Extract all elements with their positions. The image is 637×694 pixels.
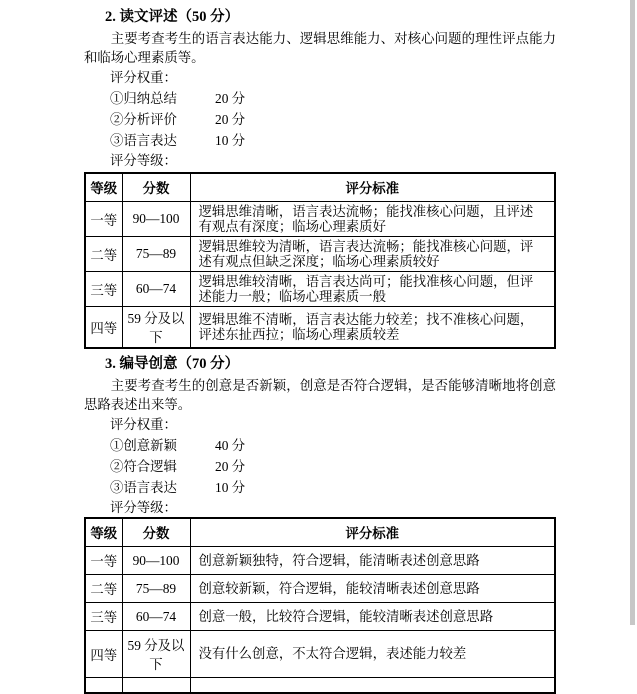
weight-label: ③语言表达 xyxy=(110,133,177,148)
score-cell: 59 分及以下 xyxy=(122,631,190,678)
score-cell: 75—89 xyxy=(122,237,190,272)
weights-label: 评分权重： xyxy=(110,417,177,432)
document-content xyxy=(84,0,556,694)
weight-value: 40 分 xyxy=(215,438,246,453)
score-cell: 90—100 xyxy=(122,547,190,575)
grade-cell: 三等 xyxy=(85,272,122,307)
criteria-cell: 没有什么创意，不太符合逻辑，表述能力较差 xyxy=(190,631,555,678)
grade-cell: 四等 xyxy=(85,631,122,678)
weight-item xyxy=(110,88,556,109)
weight-value: 20 分 xyxy=(215,91,246,106)
table-row xyxy=(85,603,555,631)
score-cell xyxy=(122,678,190,694)
grade-cell: 四等 xyxy=(85,307,122,349)
table-header-cell: 评分标准 xyxy=(190,518,555,547)
grade-cell: 二等 xyxy=(85,237,122,272)
grade-cell: 一等 xyxy=(85,547,122,575)
score-cell: 75—89 xyxy=(122,575,190,603)
score-cell: 60—74 xyxy=(122,272,190,307)
table-row xyxy=(85,272,555,307)
section-intro: 主要考查考生的创意是否新颖，创意是否符合逻辑，是否能够清晰地将创意思路表述出来等。 xyxy=(84,378,556,412)
weight-label: ①创意新颖 xyxy=(110,438,177,453)
score-cell: 90—100 xyxy=(122,202,190,237)
table-row xyxy=(85,631,555,678)
weight-item xyxy=(110,109,556,130)
table-header-cell: 分数 xyxy=(122,518,190,547)
grades-label: 评分等级： xyxy=(110,500,177,515)
grades-label: 评分等级： xyxy=(110,153,177,168)
weight-item xyxy=(110,477,556,498)
weight-item xyxy=(110,456,556,477)
table-header-cell: 等级 xyxy=(85,173,122,202)
weight-value: 10 分 xyxy=(215,480,246,495)
section-intro: 主要考查考生的语言表达能力、逻辑思维能力、对核心问题的理性评点能力和临场心理素质等。 xyxy=(84,31,556,65)
criteria-cell: 逻辑思维较清晰，语言表达尚可；能找准核心问题，但评述能力一般；临场心理素质一般 xyxy=(190,272,555,307)
table-header-cell: 等级 xyxy=(85,518,122,547)
page-edge-strip xyxy=(630,0,635,625)
weight-item xyxy=(110,130,556,151)
table-row xyxy=(85,237,555,272)
weight-label: ③语言表达 xyxy=(110,480,177,495)
grade-cell xyxy=(85,678,122,694)
table-header-cell: 评分标准 xyxy=(190,173,555,202)
section-heading: 3. 编导创意（70 分） xyxy=(105,356,240,372)
criteria-cell: 创意新颖独特，符合逻辑，能清晰表述创意思路 xyxy=(190,547,555,575)
weight-value: 10 分 xyxy=(215,133,246,148)
weight-label: ②分析评价 xyxy=(110,112,177,127)
weight-label: ②符合逻辑 xyxy=(110,459,177,474)
weight-label: ①归纳总结 xyxy=(110,91,177,106)
criteria-cell: 逻辑思维较为清晰，语言表达流畅；能找准核心问题，评述有观点但缺乏深度；临场心理素质较好 xyxy=(190,237,555,272)
section-heading: 2. 读文评述（50 分） xyxy=(105,9,240,25)
table-header-row xyxy=(85,173,555,202)
criteria-cell: 创意较新颖，符合逻辑，能较清晰表述创意思路 xyxy=(190,575,555,603)
rubric-table-1 xyxy=(84,172,556,349)
score-cell: 60—74 xyxy=(122,603,190,631)
weight-value: 20 分 xyxy=(215,459,246,474)
table-row xyxy=(85,307,555,349)
weight-value: 20 分 xyxy=(215,112,246,127)
weights-label: 评分权重： xyxy=(110,70,177,85)
table-row xyxy=(85,575,555,603)
grade-cell: 二等 xyxy=(85,575,122,603)
criteria-cell xyxy=(190,678,555,694)
weight-item xyxy=(110,435,556,456)
criteria-cell: 创意一般，比较符合逻辑，能较清晰表述创意思路 xyxy=(190,603,555,631)
criteria-cell: 逻辑思维清晰，语言表达流畅；能找准核心问题，且评述有观点有深度；临场心理素质好 xyxy=(190,202,555,237)
rubric-table-2 xyxy=(84,517,556,694)
table-header-cell: 分数 xyxy=(122,173,190,202)
table-header-row xyxy=(85,518,555,547)
score-cell: 59 分及以下 xyxy=(122,307,190,349)
table-row-clipped xyxy=(85,678,555,694)
table-row xyxy=(85,547,555,575)
grade-cell: 一等 xyxy=(85,202,122,237)
table-row xyxy=(85,202,555,237)
criteria-cell: 逻辑思维不清晰，语言表达能力较差；找不准核心问题，评述东扯西拉；临场心理素质较差 xyxy=(190,307,555,349)
grade-cell: 三等 xyxy=(85,603,122,631)
